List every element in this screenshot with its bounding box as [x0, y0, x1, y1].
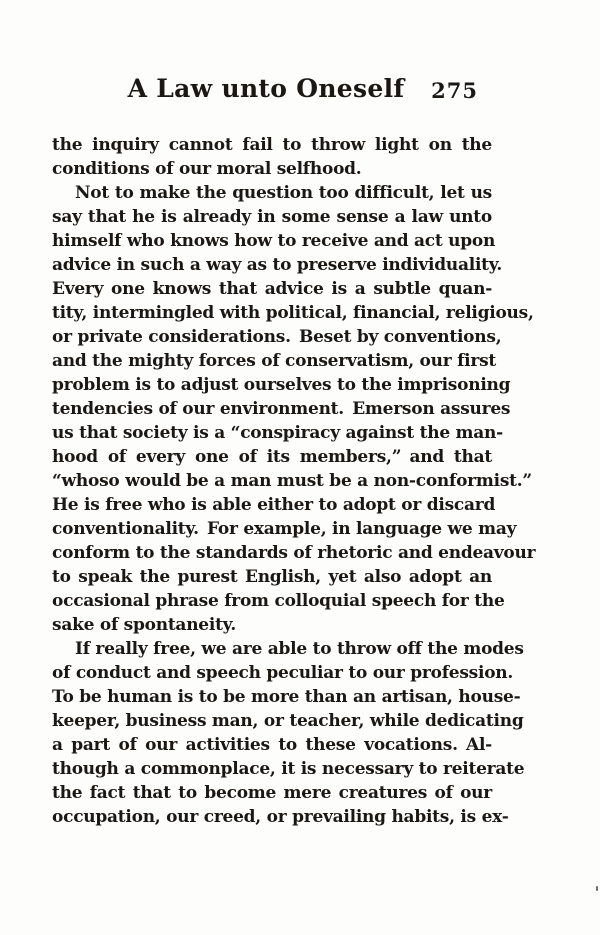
text-line: tendencies of our environment. Emerson assures [52, 399, 511, 419]
text-line: occupation, our creed, or prevailing habits, is ex- [52, 807, 509, 827]
text-line: or private considerations. Beset by conventions, [52, 327, 502, 347]
text-line: To be human is to be more than an artisan, house- [52, 687, 521, 707]
text-line: tity, intermingled with political, financial, religious, [52, 303, 534, 323]
text-line: advice in such a way as to preserve individuality. [52, 255, 503, 275]
text-line: keeper, business man, or teacher, while dedicating [52, 711, 524, 731]
text-line: us that society is a “conspiracy against the man- [52, 423, 503, 443]
page-number: 275 [431, 78, 478, 103]
scan-speck [596, 886, 598, 891]
text-line: Not to make the question too difficult, let us [75, 183, 492, 203]
running-head [52, 74, 492, 104]
text-line: himself who knows how to receive and act upon [52, 231, 496, 251]
text-line: Every one knows that advice is a subtle quan- [52, 279, 492, 299]
text-line: and the mighty forces of conservatism, our first [52, 351, 497, 371]
text-line: He is free who is able either to adopt or discard [52, 495, 496, 515]
text-line: “whoso would be a man must be a non-conformist.” [52, 471, 532, 491]
text-line: say that he is already in some sense a law unto [52, 207, 492, 227]
text-line: of conduct and speech peculiar to our profession. [52, 663, 514, 683]
text-line: though a commonplace, it is necessary to reiterate [52, 759, 525, 779]
text-line: conditions of our moral selfhood. [52, 159, 362, 179]
text-line: hood of every one of its members,” and that [52, 447, 492, 467]
text-line: the inquiry cannot fail to throw light on the [52, 135, 492, 155]
body-text [52, 133, 536, 829]
text-line: If really free, we are able to throw off the modes [75, 639, 524, 659]
running-head-title: A Law unto Oneself [127, 74, 405, 103]
text-line: the fact that to become mere creatures of our [52, 783, 492, 803]
text-line: a part of our activities to these vocations. Al- [52, 735, 492, 755]
text-line: conform to the standards of rhetoric and endeavour [52, 543, 536, 563]
text-line: conventionality. For example, in language we may [52, 519, 517, 539]
text-line: problem is to adjust ourselves to the imprisoning [52, 375, 511, 395]
text-line: sake of spontaneity. [52, 615, 237, 635]
text-line: to speak the purest English, yet also adopt an [52, 567, 492, 587]
text-line: occasional phrase from colloquial speech for the [52, 591, 505, 611]
